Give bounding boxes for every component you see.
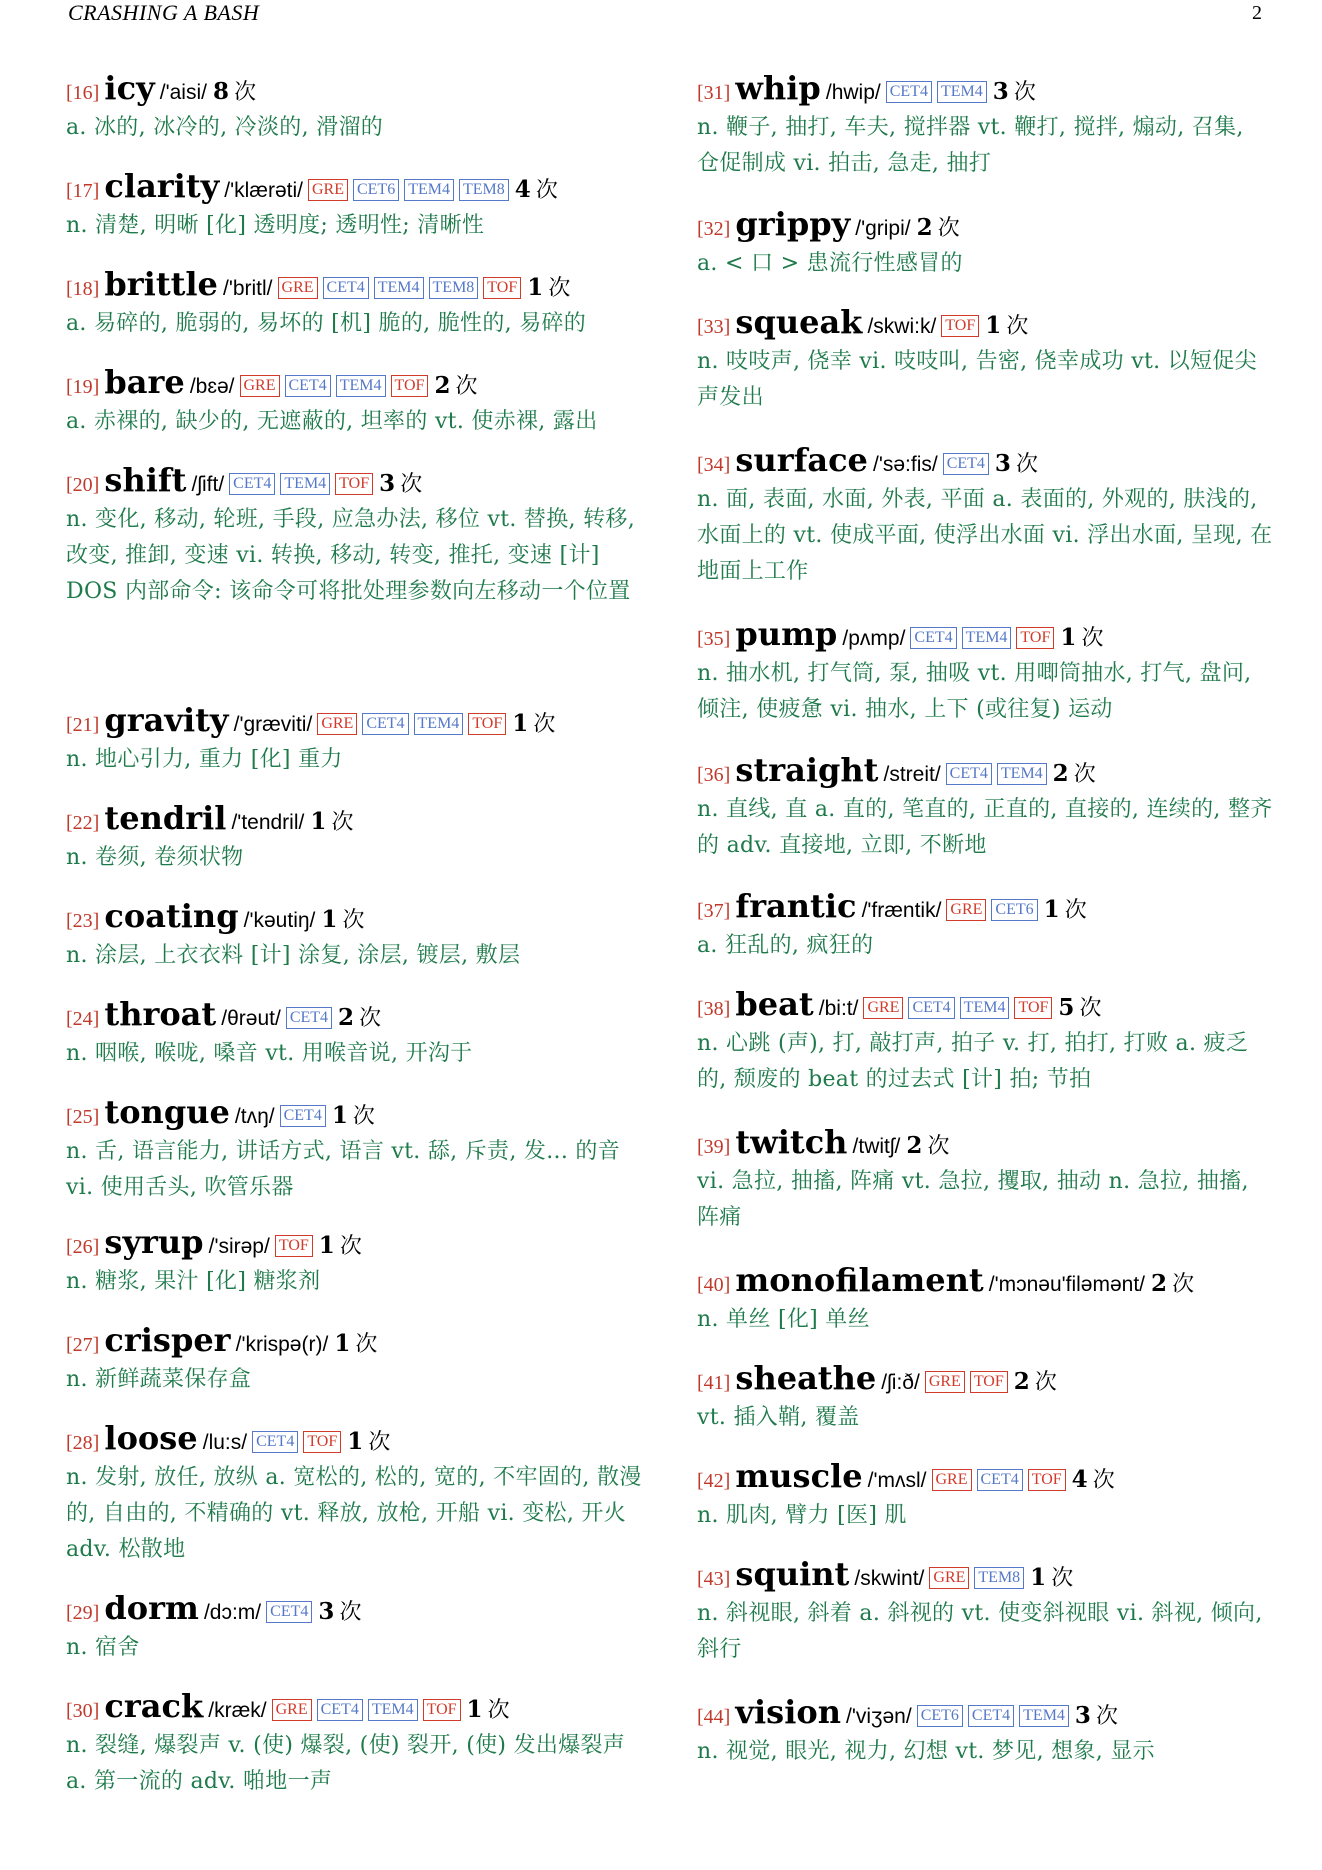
entry-index: [19]	[66, 376, 100, 398]
count-suffix: 次	[535, 178, 558, 203]
phonetic: /twitʃ/	[852, 1135, 901, 1158]
exam-tag-tof: TOF	[1028, 1469, 1066, 1491]
count-suffix: 次	[359, 1006, 382, 1031]
occurrence-count: 1	[527, 274, 544, 301]
headword-line	[66, 360, 642, 404]
headword-line	[66, 796, 642, 840]
occurrence-count: 2	[434, 372, 451, 399]
vocab-entry	[697, 1690, 1273, 1770]
entry-index: [16]	[66, 82, 100, 104]
entry-index: [18]	[66, 278, 100, 300]
vocab-entry	[697, 982, 1273, 1098]
exam-tag-cet4: CET4	[943, 453, 989, 475]
exam-tag-cet4: CET4	[886, 81, 932, 103]
vocab-entry	[697, 1258, 1273, 1338]
exam-tag-tem4: TEM4	[374, 277, 424, 299]
exam-tag-tof: TOF	[970, 1371, 1008, 1393]
entry-index: [26]	[66, 1236, 100, 1258]
phonetic: /streit/	[883, 763, 941, 786]
phonetic: /'fræntik/	[861, 899, 942, 922]
headword-line	[697, 982, 1273, 1026]
headword-line	[66, 1318, 642, 1362]
headword: tendril	[104, 799, 227, 837]
vocab-entry	[66, 1220, 642, 1300]
exam-tag-tem4: TEM4	[960, 997, 1010, 1019]
count-suffix: 次	[368, 1430, 391, 1455]
exam-tag-gre: GRE	[317, 713, 357, 735]
definition: n. 直线, 直 a. 直的, 笔直的, 正直的, 直接的, 连续的, 整齐的 adv. 直接地, 立即, 不断地	[697, 797, 1273, 858]
headword-line	[697, 66, 1273, 110]
definition: a. < 口 > 患流行性感冒的	[697, 251, 963, 276]
definition: a. 狂乱的, 疯狂的	[697, 933, 874, 958]
count-suffix: 次	[234, 80, 257, 105]
headword-line	[697, 1356, 1273, 1400]
headword: tongue	[104, 1093, 230, 1131]
phonetic: /'mɔnəu'filəmənt/	[988, 1273, 1145, 1296]
headword: monofilament	[735, 1261, 984, 1299]
definition: a. 冰的, 冰冷的, 冷淡的, 滑溜的	[66, 115, 384, 140]
count-suffix: 次	[342, 908, 365, 933]
exam-tag-cet4: CET4	[977, 1469, 1023, 1491]
vocab-entry	[66, 262, 642, 342]
definition: n. 鞭子, 抽打, 车夫, 搅拌器 vt. 鞭打, 搅拌, 煽动, 召集, 仓促制成 vi. 拍击, 急走, 抽打	[697, 115, 1244, 176]
count-suffix: 次	[1092, 1468, 1115, 1493]
count-suffix: 次	[1081, 626, 1104, 651]
count-suffix: 次	[331, 810, 354, 835]
headword-line	[697, 884, 1273, 928]
entry-index: [25]	[66, 1106, 100, 1128]
exam-tag-tem4: TEM4	[336, 375, 386, 397]
occurrence-count: 3	[994, 450, 1011, 477]
phonetic: /'sə:fis/	[873, 453, 938, 476]
exam-tag-gre: GRE	[932, 1469, 972, 1491]
headword-line	[66, 262, 642, 306]
exam-tag-tof: TOF	[275, 1235, 313, 1257]
definition: n. 新鲜蔬菜保存盒	[66, 1367, 252, 1392]
headword: twitch	[735, 1123, 848, 1161]
headword: shift	[104, 461, 187, 499]
headword: squeak	[735, 303, 863, 341]
definition: n. 舌, 语言能力, 讲话方式, 语言 vt. 舔, 斥责, 发... 的音 vi. 使用舌头, 吹管乐器	[66, 1139, 621, 1200]
exam-tag-cet6: CET6	[917, 1705, 963, 1727]
phonetic: /θrəut/	[221, 1007, 281, 1030]
exam-tag-gre: GRE	[925, 1371, 965, 1393]
vocab-entry	[66, 1090, 642, 1206]
definition: a. 易碎的, 脆弱的, 易坏的 [机] 脆的, 脆性的, 易碎的	[66, 311, 587, 336]
occurrence-count: 2	[1052, 760, 1069, 787]
phonetic: /'græviti/	[233, 713, 313, 736]
exam-tag-cet4: CET4	[266, 1601, 312, 1623]
headword: gravity	[104, 701, 229, 739]
exam-tag-cet4: CET4	[968, 1705, 1014, 1727]
exam-tag-tem4: TEM4	[1019, 1705, 1069, 1727]
page-number: 2	[1252, 2, 1262, 24]
definition: n. 面, 表面, 水面, 外表, 平面 a. 表面的, 外观的, 肤浅的, 水面上的 vt. 使成平面, 使浮出水面 vi. 浮出水面, 呈现, 在地面上工作	[697, 487, 1273, 584]
entry-index: [20]	[66, 474, 100, 496]
occurrence-count: 1	[318, 1232, 335, 1259]
vocab-entry	[66, 992, 642, 1072]
definition: n. 宿舍	[66, 1635, 140, 1660]
headword-line	[66, 1090, 642, 1134]
entry-index: [29]	[66, 1602, 100, 1624]
entry-index: [28]	[66, 1432, 100, 1454]
phonetic: /'sirəp/	[208, 1235, 270, 1258]
entry-index: [24]	[66, 1008, 100, 1030]
headword-line	[697, 1552, 1273, 1596]
count-suffix: 次	[533, 712, 556, 737]
headword-line	[66, 894, 642, 938]
headword: throat	[104, 995, 217, 1033]
definition: n. 发射, 放任, 放纵 a. 宽松的, 松的, 宽的, 不牢固的, 散漫的, 自由的, 不精确的 vt. 释放, 放枪, 开船 vi. 变松, 开火 adv. 松散地	[66, 1465, 642, 1562]
exam-tag-cet4: CET4	[280, 1105, 326, 1127]
headword: muscle	[735, 1457, 863, 1495]
occurrence-count: 1	[321, 906, 338, 933]
entry-index: [17]	[66, 180, 100, 202]
exam-tag-tem4: TEM4	[368, 1699, 418, 1721]
headword: frantic	[735, 887, 857, 925]
headword: whip	[735, 69, 821, 107]
phonetic: /skwint/	[854, 1567, 925, 1590]
exam-tag-cet4: CET4	[910, 627, 956, 649]
occurrence-count: 3	[379, 470, 396, 497]
exam-tag-tem4: TEM4	[414, 713, 464, 735]
occurrence-count: 1	[331, 1102, 348, 1129]
count-suffix: 次	[352, 1104, 375, 1129]
headword: surface	[735, 441, 868, 479]
headword: loose	[104, 1419, 198, 1457]
occurrence-count: 2	[1151, 1270, 1168, 1297]
count-suffix: 次	[1016, 452, 1039, 477]
exam-tag-tof: TOF	[483, 277, 521, 299]
definition: n. 卷须, 卷须状物	[66, 845, 244, 870]
vocab-entry	[66, 458, 642, 610]
definition: n. 裂缝, 爆裂声 v. (使) 爆裂, (使) 裂开, (使) 发出爆裂声 a. 第一流的 adv. 啪地一声	[66, 1733, 626, 1794]
vocab-entry	[66, 66, 642, 146]
occurrence-count: 1	[1030, 1564, 1047, 1591]
headword-line	[66, 698, 642, 742]
headword: crack	[104, 1687, 204, 1725]
definition: n. 涂层, 上衣衣料 [计] 涂复, 涂层, 镀层, 敷层	[66, 943, 521, 968]
count-suffix: 次	[1064, 898, 1087, 923]
definition: n. 视觉, 眼光, 视力, 幻想 vt. 梦见, 想象, 显示	[697, 1739, 1155, 1764]
phonetic: /'kəutiŋ/	[243, 909, 316, 932]
headword: grippy	[735, 205, 851, 243]
occurrence-count: 1	[310, 808, 327, 835]
definition: n. 心跳 (声), 打, 敲打声, 拍子 v. 打, 拍打, 打败 a. 疲乏的, 颓废的 beat 的过去式 [计] 拍; 节拍	[697, 1031, 1249, 1092]
exam-tag-gre: GRE	[240, 375, 280, 397]
entry-index: [33]	[697, 316, 731, 338]
count-suffix: 次	[455, 374, 478, 399]
headword: squint	[735, 1555, 850, 1593]
definition: n. 肌肉, 臂力 [医] 肌	[697, 1503, 907, 1528]
phonetic: /ʃi:ð/	[881, 1371, 920, 1394]
occurrence-count: 2	[1013, 1368, 1030, 1395]
exam-tag-gre: GRE	[308, 179, 348, 201]
entry-index: [31]	[697, 82, 731, 104]
exam-tag-gre: GRE	[929, 1567, 969, 1589]
headword-line	[66, 1220, 642, 1264]
vocab-entry	[697, 438, 1273, 590]
vocab-entry	[66, 1586, 642, 1666]
vocab-entry	[66, 360, 642, 440]
vocab-entry	[66, 894, 642, 974]
entry-index: [40]	[697, 1274, 731, 1296]
occurrence-count: 2	[906, 1132, 923, 1159]
vocab-entry	[697, 884, 1273, 964]
vocab-entry	[66, 698, 642, 778]
headword: syrup	[104, 1223, 204, 1261]
exam-tag-cet4: CET4	[252, 1431, 298, 1453]
entry-index: [34]	[697, 454, 731, 476]
exam-tag-tem4: TEM4	[404, 179, 454, 201]
phonetic: /hwip/	[825, 81, 881, 104]
vocab-entry	[697, 1454, 1273, 1534]
definition: a. 赤裸的, 缺少的, 无遮蔽的, 坦率的 vt. 使赤裸, 露出	[66, 409, 598, 434]
entry-index: [23]	[66, 910, 100, 932]
occurrence-count: 1	[466, 1696, 483, 1723]
headword-line	[66, 1586, 642, 1630]
headword-line	[66, 1416, 642, 1460]
exam-tag-cet6: CET6	[353, 179, 399, 201]
entry-index: [44]	[697, 1706, 731, 1728]
vocab-entry	[697, 1552, 1273, 1668]
entry-index: [35]	[697, 628, 731, 650]
vocab-entry	[66, 1318, 642, 1398]
headword-line	[697, 1258, 1273, 1302]
exam-tag-tem4: TEM4	[280, 473, 330, 495]
exam-tag-cet4: CET4	[285, 375, 331, 397]
exam-tag-gre: GRE	[278, 277, 318, 299]
definition: vi. 急拉, 抽搐, 阵痛 vt. 急拉, 攫取, 抽动 n. 急拉, 抽搐, 阵痛	[697, 1169, 1249, 1230]
phonetic: /'mʌsl/	[867, 1469, 927, 1492]
vocab-entry	[697, 202, 1273, 282]
exam-tag-gre: GRE	[272, 1699, 312, 1721]
definition: n. 斜视眼, 斜着 a. 斜视的 vt. 使变斜视眼 vi. 斜视, 倾向, 斜行	[697, 1601, 1263, 1662]
exam-tag-gre: GRE	[946, 899, 986, 921]
exam-tag-cet4: CET4	[323, 277, 369, 299]
occurrence-count: 5	[1058, 994, 1075, 1021]
count-suffix: 次	[1096, 1704, 1119, 1729]
exam-tag-tem4: TEM4	[997, 763, 1047, 785]
entry-index: [42]	[697, 1470, 731, 1492]
entry-index: [22]	[66, 812, 100, 834]
exam-tag-tof: TOF	[303, 1431, 341, 1453]
count-suffix: 次	[1172, 1272, 1195, 1297]
entry-index: [32]	[697, 218, 731, 240]
page-header-title: CRASHING A BASH	[68, 0, 260, 25]
occurrence-count: 4	[1071, 1466, 1088, 1493]
occurrence-count: 2	[338, 1004, 355, 1031]
vocab-entry	[697, 300, 1273, 416]
count-suffix: 次	[355, 1332, 378, 1357]
vocab-entry	[697, 66, 1273, 182]
entry-index: [39]	[697, 1136, 731, 1158]
exam-tag-cet4: CET4	[946, 763, 992, 785]
headword: straight	[735, 751, 879, 789]
phonetic: /bɛə/	[189, 375, 235, 398]
exam-tag-cet4: CET4	[286, 1007, 332, 1029]
exam-tag-gre: GRE	[863, 997, 903, 1019]
vocab-entry	[66, 796, 642, 876]
count-suffix: 次	[1051, 1566, 1074, 1591]
exam-tag-cet4: CET4	[908, 997, 954, 1019]
headword: crisper	[104, 1321, 231, 1359]
occurrence-count: 3	[1074, 1702, 1091, 1729]
headword-line	[66, 1684, 642, 1728]
entry-index: [37]	[697, 900, 731, 922]
occurrence-count: 1	[347, 1428, 364, 1455]
count-suffix: 次	[1034, 1370, 1057, 1395]
count-suffix: 次	[1006, 314, 1029, 339]
headword-line	[697, 438, 1273, 482]
entry-index: [43]	[697, 1568, 731, 1590]
vocab-entry	[697, 1120, 1273, 1236]
definition: n. 抽水机, 打气筒, 泵, 抽吸 vt. 用唧筒抽水, 打气, 盘问, 倾注, 使疲惫 vi. 抽水, 上下 (或往复) 运动	[697, 661, 1252, 722]
exam-tag-tof: TOF	[391, 375, 429, 397]
headword-line	[697, 748, 1273, 792]
headword-line	[697, 612, 1273, 656]
headword-line	[697, 1690, 1273, 1734]
count-suffix: 次	[1073, 762, 1096, 787]
headword: beat	[735, 985, 814, 1023]
definition: n. 地心引力, 重力 [化] 重力	[66, 747, 343, 772]
exam-tag-tof: TOF	[1014, 997, 1052, 1019]
exam-tag-tem8: TEM8	[429, 277, 479, 299]
exam-tag-tem8: TEM8	[974, 1567, 1024, 1589]
headword: dorm	[104, 1589, 199, 1627]
headword: clarity	[104, 167, 220, 205]
count-suffix: 次	[339, 1600, 362, 1625]
headword-line	[66, 164, 642, 208]
entry-index: [21]	[66, 714, 100, 736]
occurrence-count: 3	[992, 78, 1009, 105]
definition: vt. 插入鞘, 覆盖	[697, 1405, 860, 1430]
entry-index: [27]	[66, 1334, 100, 1356]
definition: n. 清楚, 明晰 [化] 透明度; 透明性; 清晰性	[66, 213, 485, 238]
count-suffix: 次	[487, 1698, 510, 1723]
occurrence-count: 4	[514, 176, 531, 203]
headword: icy	[104, 69, 155, 107]
headword: brittle	[104, 265, 218, 303]
definition: n. 吱吱声, 侥幸 vi. 吱吱叫, 告密, 侥幸成功 vt. 以短促尖声发出	[697, 349, 1257, 410]
headword-line	[697, 1120, 1273, 1164]
vocab-entry	[697, 1356, 1273, 1436]
definition: n. 变化, 移动, 轮班, 手段, 应急办法, 移位 vt. 替换, 转移, 改变, 推卸, 变速 vi. 转换, 移动, 转变, 推托, 变速 [计] DOS 内部命令: 该命令可将批处理参数向左移动一个位置	[66, 507, 636, 604]
count-suffix: 次	[1013, 80, 1036, 105]
phonetic: /'gripi/	[855, 217, 911, 240]
phonetic: /'viʒən/	[846, 1705, 912, 1728]
exam-tag-cet4: CET4	[362, 713, 408, 735]
phonetic: /skwi:k/	[867, 315, 937, 338]
vocab-entry	[66, 1416, 642, 1568]
entry-index: [38]	[697, 998, 731, 1020]
occurrence-count: 2	[916, 214, 933, 241]
count-suffix: 次	[1079, 996, 1102, 1021]
headword-line	[697, 300, 1273, 344]
headword: coating	[104, 897, 239, 935]
phonetic: /lu:s/	[202, 1431, 248, 1454]
phonetic: /ʃift/	[191, 473, 225, 496]
exam-tag-cet6: CET6	[991, 899, 1037, 921]
phonetic: /'tendril/	[231, 811, 305, 834]
phonetic: /pʌmp/	[842, 627, 906, 650]
headword: vision	[735, 1693, 841, 1731]
headword: pump	[735, 615, 838, 653]
count-suffix: 次	[927, 1134, 950, 1159]
count-suffix: 次	[400, 472, 423, 497]
definition: n. 咽喉, 喉咙, 嗓音 vt. 用喉音说, 开沟于	[66, 1041, 473, 1066]
phonetic: /'aisi/	[159, 81, 207, 104]
occurrence-count: 8	[212, 78, 229, 105]
occurrence-count: 1	[512, 710, 529, 737]
count-suffix: 次	[937, 216, 960, 241]
phonetic: /tʌŋ/	[234, 1105, 275, 1128]
phonetic: /'britl/	[222, 277, 273, 300]
exam-tag-tem8: TEM8	[459, 179, 509, 201]
phonetic: /kræk/	[208, 1699, 267, 1722]
exam-tag-tof: TOF	[941, 315, 979, 337]
headword-line	[66, 992, 642, 1036]
occurrence-count: 3	[318, 1598, 335, 1625]
exam-tag-tem4: TEM4	[937, 81, 987, 103]
entry-index: [36]	[697, 764, 731, 786]
exam-tag-tof: TOF	[1016, 627, 1054, 649]
phonetic: /'krispə(r)/	[235, 1333, 329, 1356]
occurrence-count: 1	[334, 1330, 351, 1357]
occurrence-count: 1	[985, 312, 1002, 339]
vocab-entry	[697, 612, 1273, 728]
vocab-entry	[66, 1684, 642, 1800]
occurrence-count: 1	[1060, 624, 1077, 651]
phonetic: /'klærəti/	[224, 179, 303, 202]
headword-line	[66, 458, 642, 502]
headword: bare	[104, 363, 185, 401]
vocab-entry	[66, 164, 642, 244]
headword-line	[66, 66, 642, 110]
exam-tag-tem4: TEM4	[962, 627, 1012, 649]
headword-line	[697, 202, 1273, 246]
occurrence-count: 1	[1043, 896, 1060, 923]
definition: n. 糖浆, 果汁 [化] 糖浆剂	[66, 1269, 321, 1294]
vocab-entry	[697, 748, 1273, 864]
exam-tag-tof: TOF	[335, 473, 373, 495]
headword: sheathe	[735, 1359, 877, 1397]
exam-tag-tof: TOF	[423, 1699, 461, 1721]
entry-index: [41]	[697, 1372, 731, 1394]
exam-tag-tof: TOF	[468, 713, 506, 735]
phonetic: /dɔ:m/	[203, 1601, 262, 1624]
count-suffix: 次	[548, 276, 571, 301]
count-suffix: 次	[339, 1234, 362, 1259]
definition: n. 单丝 [化] 单丝	[697, 1307, 870, 1332]
phonetic: /bi:t/	[818, 997, 859, 1020]
exam-tag-cet4: CET4	[317, 1699, 363, 1721]
headword-line	[697, 1454, 1273, 1498]
exam-tag-cet4: CET4	[229, 473, 275, 495]
entry-index: [30]	[66, 1700, 100, 1722]
